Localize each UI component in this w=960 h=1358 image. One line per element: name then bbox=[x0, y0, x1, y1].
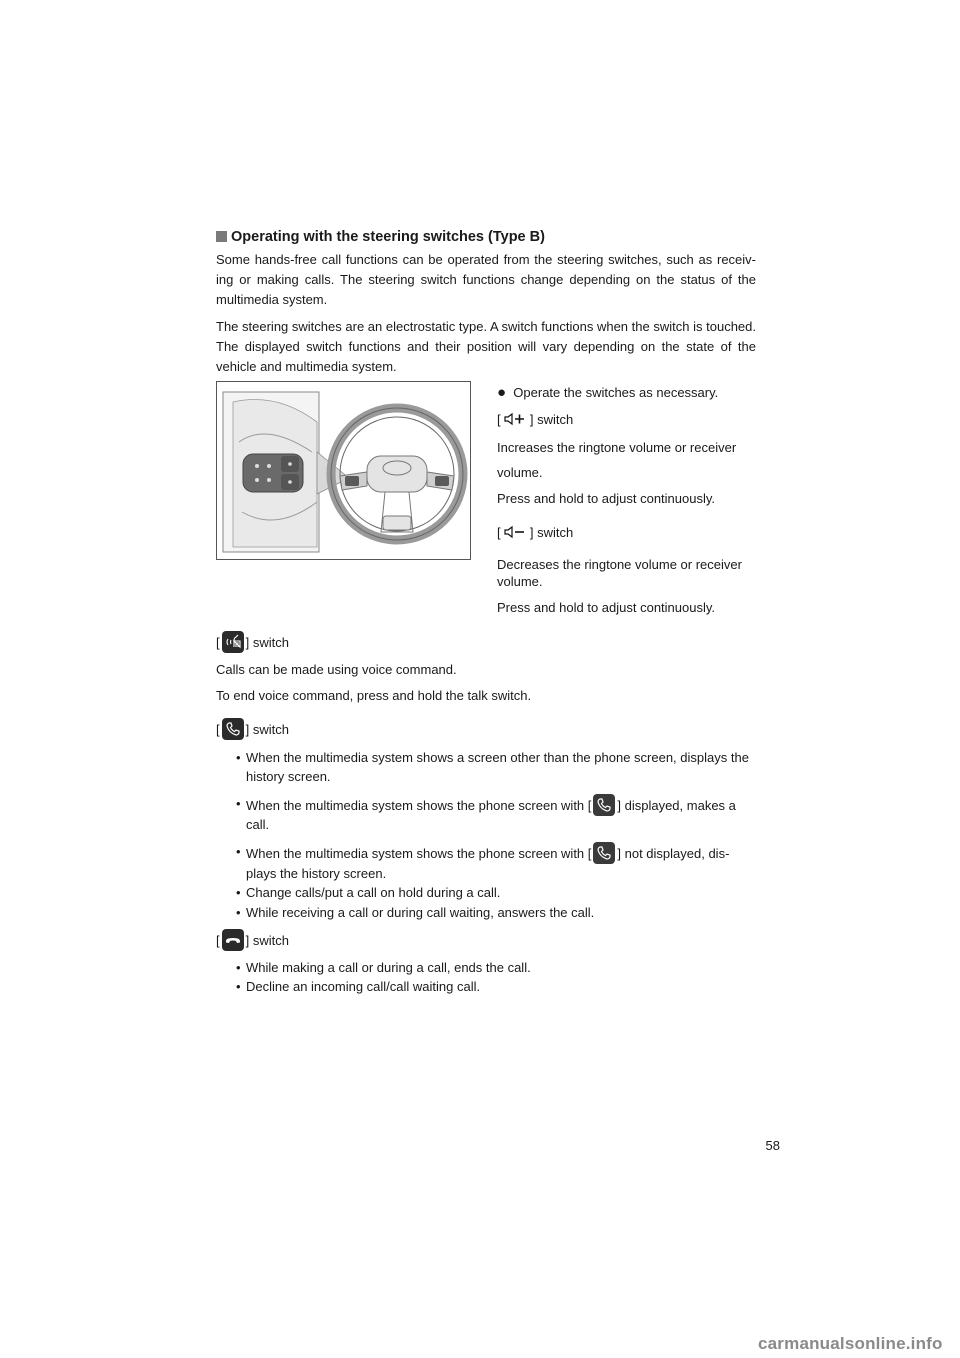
hangup-bullet-1 bbox=[236, 958, 531, 978]
hangup-bullet-2-text: Decline an incoming call/call waiting call. bbox=[246, 979, 481, 994]
page-number: 58 bbox=[765, 1138, 780, 1153]
hangup-icon bbox=[222, 929, 244, 951]
hangup-switch-label-line: [ ] switch bbox=[216, 929, 289, 951]
phone-bullet-2-text: When the multimedia system shows the phone screen with [ bbox=[246, 798, 592, 813]
talk-desc1: Calls can be made using voice command. bbox=[216, 662, 457, 677]
phone-bullet-2b: call. bbox=[246, 817, 270, 832]
talk-icon bbox=[222, 631, 244, 653]
phone-label: ] switch bbox=[245, 722, 289, 737]
talk-switch-label-line: [ ] switch bbox=[216, 631, 289, 653]
vol-up-label: ] switch bbox=[529, 412, 574, 427]
phone-bullet-1-text: When the multimedia system shows a screen other than the phone screen, displays the bbox=[246, 750, 749, 765]
bullet-icon: • bbox=[236, 796, 241, 811]
phone-icon bbox=[222, 718, 244, 740]
phone-bullet-5-text: While receiving a call or during call waiting, answers the call. bbox=[246, 905, 595, 920]
phone-switch-label-line: [ ] switch bbox=[216, 718, 289, 740]
talk-label: ] switch bbox=[245, 635, 289, 650]
bullet-icon: • bbox=[236, 750, 241, 765]
vol-down-desc3: Press and hold to adjust continuously. bbox=[497, 600, 716, 615]
bullet-icon: • bbox=[236, 960, 241, 975]
section-heading bbox=[216, 229, 545, 245]
phone-bullet-2 bbox=[236, 794, 756, 816]
vol-down-desc1: Decreases the ringtone volume or receiver bbox=[497, 557, 742, 572]
hangup-bullet-2 bbox=[236, 977, 481, 997]
vol-down-desc2: volume. bbox=[497, 574, 543, 589]
steering-switch-illustration bbox=[216, 381, 471, 560]
vol-up-label-line: [ ] switch bbox=[497, 412, 574, 427]
phone-bullet-3b: plays the history screen. bbox=[246, 866, 387, 881]
phone-bullet-2-end: ] displayed, makes a bbox=[617, 798, 736, 813]
phone-bullet-4-text: Change calls/put a call on hold during a call. bbox=[246, 885, 501, 900]
phone-icon bbox=[593, 842, 615, 864]
talk-desc2: To end voice command, press and hold the talk switch. bbox=[216, 688, 532, 703]
phone-bullet-3-end: ] not displayed, dis- bbox=[617, 846, 730, 861]
volume-down-icon bbox=[504, 525, 526, 539]
vol-down-label-line: [ ] switch bbox=[497, 525, 574, 540]
volume-up-icon bbox=[504, 412, 526, 426]
phone-bullet-4 bbox=[236, 883, 501, 903]
hangup-label: ] switch bbox=[245, 933, 289, 948]
watermark: carmanualsonline.info bbox=[758, 1334, 943, 1353]
vol-down-label: ] switch bbox=[529, 525, 574, 540]
bullet-icon: • bbox=[236, 905, 241, 920]
section-title: Operating with the steering switches (Type B) bbox=[231, 229, 545, 245]
hangup-bullet-1-text: While making a call or during a call, ends the call. bbox=[246, 960, 531, 975]
operate-text: Operate the switches as necessary. bbox=[513, 385, 719, 400]
bullet-icon: • bbox=[236, 979, 241, 994]
phone-bullet-5 bbox=[236, 903, 595, 923]
heading-square-icon bbox=[216, 231, 227, 242]
phone-bullet-3-text: When the multimedia system shows the phone screen with [ bbox=[246, 846, 592, 861]
bullet-icon: • bbox=[236, 844, 241, 859]
phone-bullet-1b: history screen. bbox=[246, 769, 331, 784]
electrostatic-paragraph: The steering switches are an electrostatic type. A switch functions when the switch is touched. The displayed switch functions and their position will vary depending on the state of the vehicle and multimedia system. bbox=[216, 319, 756, 374]
intro-paragraph: Some hands-free call functions can be operated from the steering switches, such as receiv- ing or making calls. The steering switch functions change depending on the status of the multimedia system. bbox=[216, 252, 756, 307]
vol-up-desc1: Increases the ringtone volume or receiver bbox=[497, 440, 737, 455]
vol-up-desc3: Press and hold to adjust continuously. bbox=[497, 491, 716, 506]
bullet-icon: • bbox=[236, 885, 241, 900]
vol-up-desc2: volume. bbox=[497, 465, 543, 480]
operate-bullet bbox=[497, 383, 767, 403]
bullet-dot-icon: ● bbox=[497, 384, 507, 401]
phone-bullet-3 bbox=[236, 842, 756, 864]
phone-icon bbox=[593, 794, 615, 816]
phone-bullet-1 bbox=[236, 748, 756, 768]
